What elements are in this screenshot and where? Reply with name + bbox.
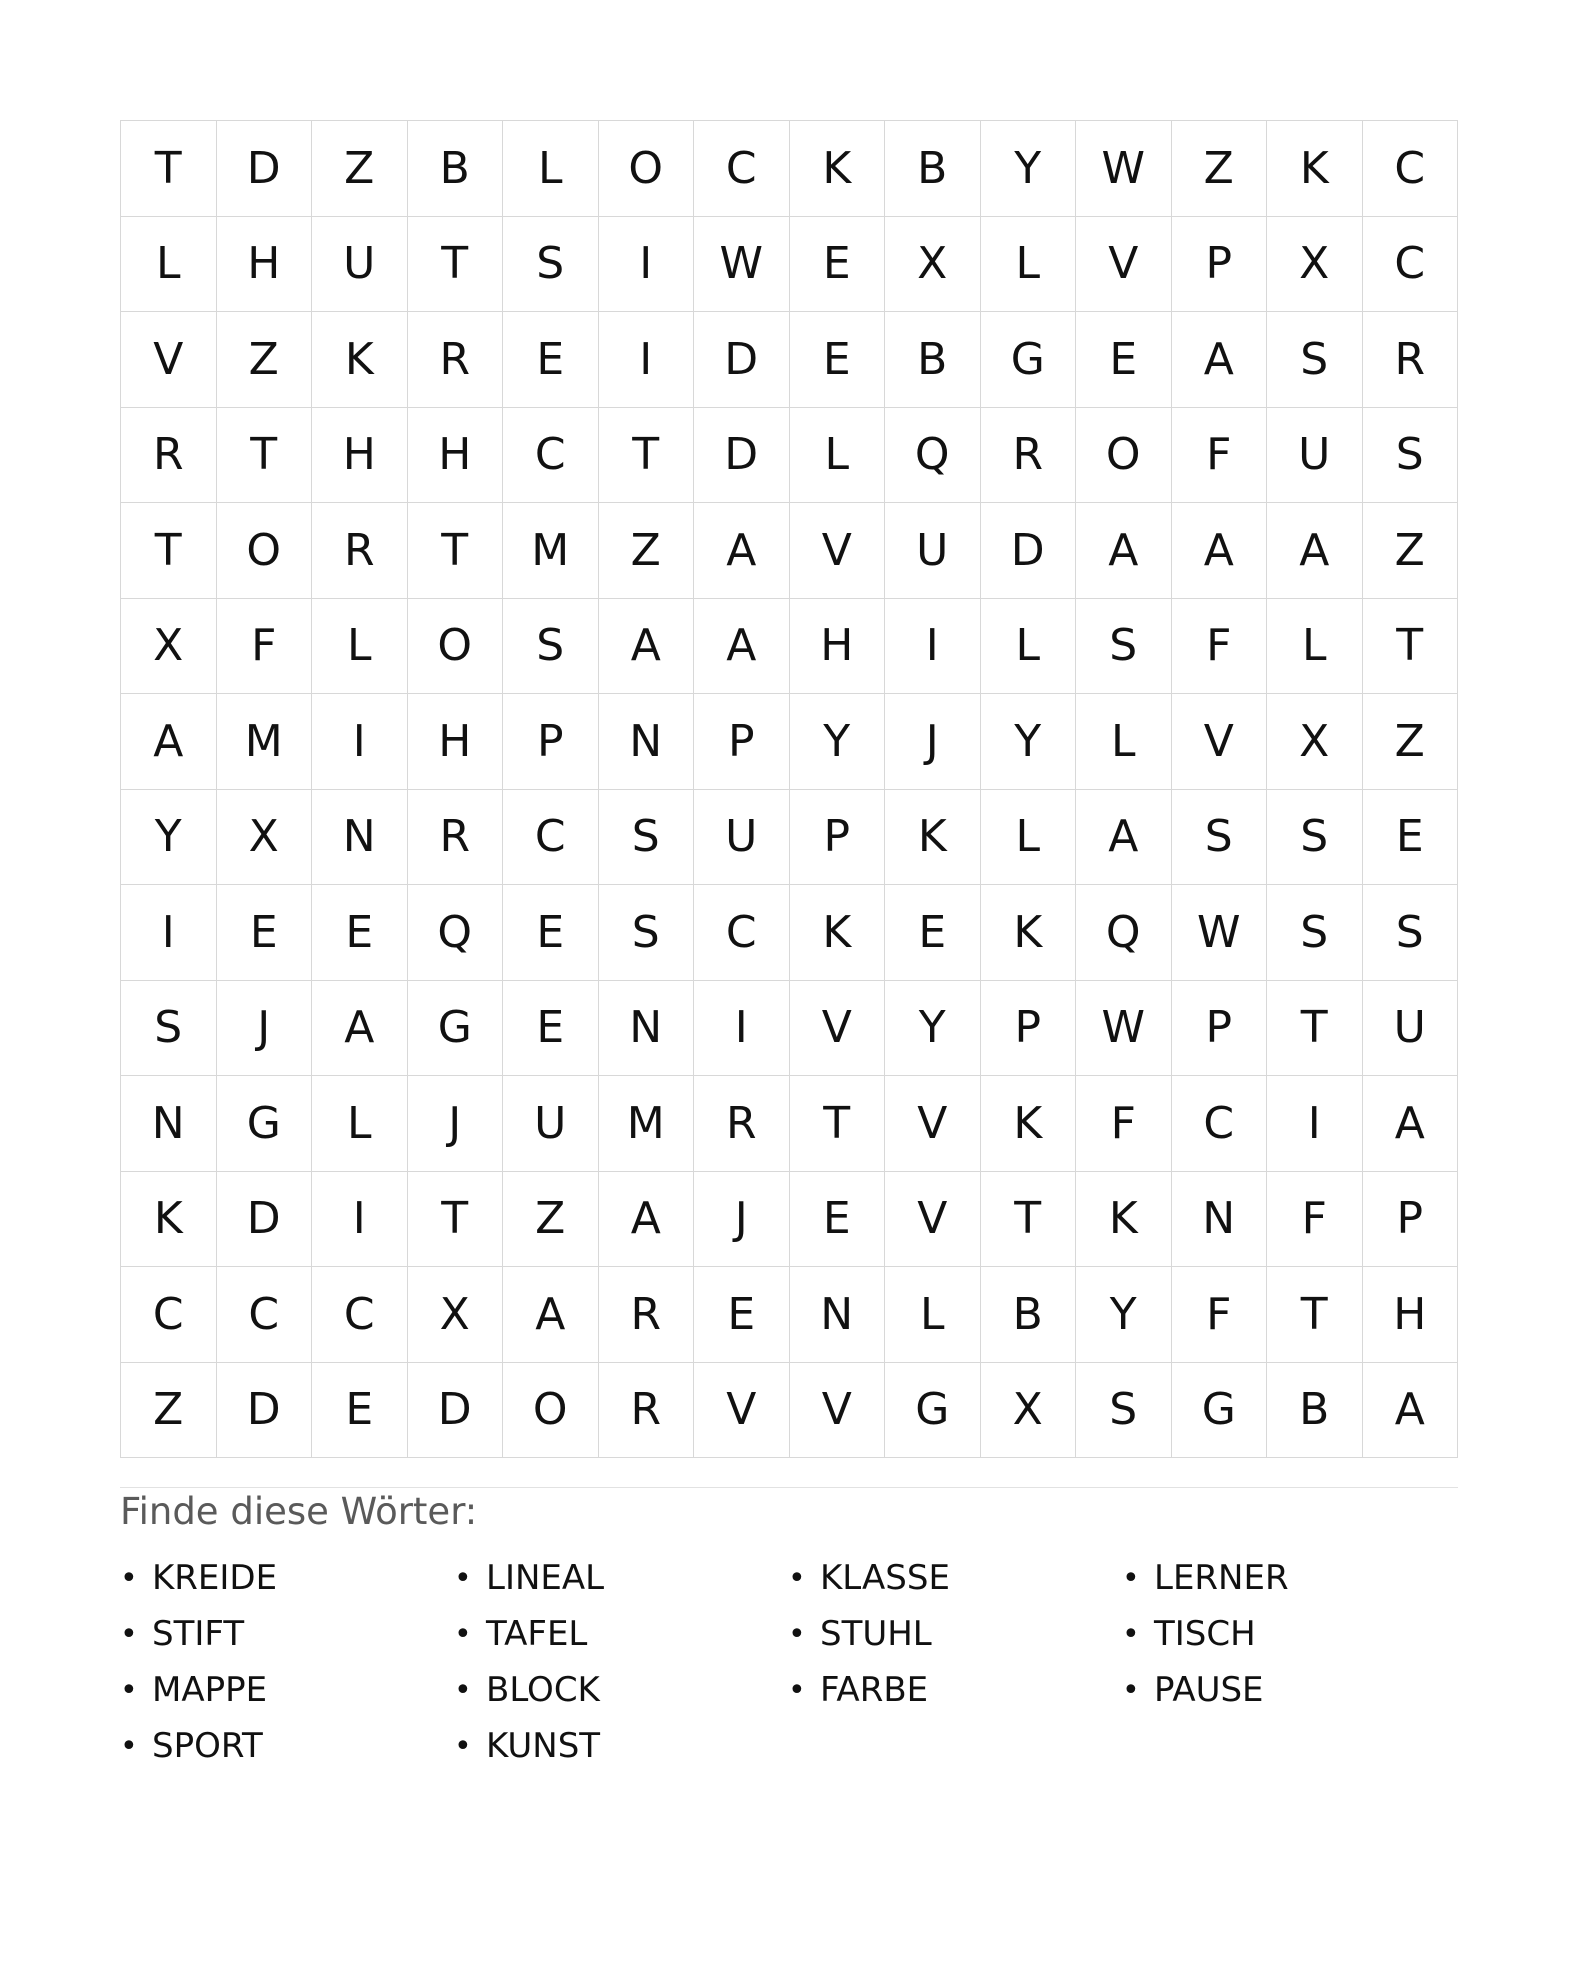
grid-cell[interactable]: A bbox=[121, 694, 217, 790]
bullet-icon: • bbox=[120, 1672, 138, 1708]
grid-cell[interactable]: Z bbox=[121, 1363, 217, 1459]
grid-cell[interactable]: W bbox=[1172, 885, 1268, 981]
word-list-title: Finde diese Wörter: bbox=[120, 1490, 478, 1533]
grid-cell[interactable]: K bbox=[790, 121, 886, 217]
grid-cell[interactable]: N bbox=[1172, 1172, 1268, 1268]
grid-cell[interactable]: S bbox=[1267, 312, 1363, 408]
bullet-icon: • bbox=[1122, 1672, 1140, 1708]
grid-cell[interactable]: L bbox=[981, 790, 1077, 886]
word-label: FARBE bbox=[820, 1670, 929, 1710]
word-list-item bbox=[1122, 1550, 1456, 1606]
grid-cell[interactable]: X bbox=[217, 790, 313, 886]
grid-cell[interactable]: Y bbox=[981, 694, 1077, 790]
grid-cell[interactable]: E bbox=[217, 885, 313, 981]
grid-cell[interactable]: Z bbox=[1172, 121, 1268, 217]
grid-cell[interactable]: C bbox=[694, 121, 790, 217]
grid-cell[interactable]: L bbox=[981, 599, 1077, 695]
grid-cell[interactable]: S bbox=[1267, 885, 1363, 981]
grid-cell[interactable]: Z bbox=[217, 312, 313, 408]
grid-cell[interactable]: F bbox=[1267, 1172, 1363, 1268]
grid-cell[interactable]: R bbox=[1363, 312, 1459, 408]
bullet-icon: • bbox=[788, 1672, 806, 1708]
grid-cell[interactable]: M bbox=[503, 503, 599, 599]
grid-cell[interactable]: V bbox=[885, 1076, 981, 1172]
grid-cell[interactable]: G bbox=[885, 1363, 981, 1459]
grid-cell[interactable]: L bbox=[981, 217, 1077, 313]
grid-cell[interactable]: Y bbox=[1076, 1267, 1172, 1363]
grid-cell[interactable]: A bbox=[1267, 503, 1363, 599]
grid-cell[interactable]: G bbox=[408, 981, 504, 1077]
grid-cell[interactable]: V bbox=[1076, 217, 1172, 313]
bullet-icon: • bbox=[788, 1616, 806, 1652]
grid-cell[interactable]: I bbox=[694, 981, 790, 1077]
grid-cell[interactable]: I bbox=[312, 694, 408, 790]
word-list-item bbox=[454, 1718, 788, 1774]
grid-cell[interactable]: P bbox=[503, 694, 599, 790]
grid-cell[interactable]: Y bbox=[981, 121, 1077, 217]
grid-cell[interactable]: M bbox=[599, 1076, 695, 1172]
grid-cell[interactable]: F bbox=[217, 599, 313, 695]
word-list-item bbox=[120, 1550, 454, 1606]
grid-cell[interactable]: D bbox=[217, 1363, 313, 1459]
grid-cell[interactable]: E bbox=[503, 885, 599, 981]
grid-cell[interactable]: G bbox=[981, 312, 1077, 408]
grid-cell[interactable]: N bbox=[599, 694, 695, 790]
grid-cell[interactable]: A bbox=[1172, 503, 1268, 599]
grid-cell[interactable]: K bbox=[981, 1076, 1077, 1172]
grid-cell[interactable]: F bbox=[1172, 599, 1268, 695]
grid-cell[interactable]: E bbox=[694, 1267, 790, 1363]
grid-cell[interactable]: F bbox=[1076, 1076, 1172, 1172]
grid-cell[interactable]: A bbox=[599, 599, 695, 695]
grid-cell[interactable]: K bbox=[790, 885, 886, 981]
grid-cell[interactable]: Q bbox=[1076, 885, 1172, 981]
grid-cell[interactable]: Z bbox=[312, 121, 408, 217]
bullet-icon: • bbox=[1122, 1616, 1140, 1652]
grid-cell[interactable]: T bbox=[981, 1172, 1077, 1268]
word-list-item bbox=[788, 1606, 1122, 1662]
word-list-item bbox=[120, 1606, 454, 1662]
grid-cell[interactable]: D bbox=[694, 312, 790, 408]
grid-cell[interactable]: S bbox=[599, 790, 695, 886]
grid-cell[interactable]: I bbox=[312, 1172, 408, 1268]
grid-cell[interactable]: I bbox=[885, 599, 981, 695]
grid-cell[interactable]: S bbox=[1076, 599, 1172, 695]
word-label: PAUSE bbox=[1154, 1670, 1264, 1710]
grid-cell[interactable]: X bbox=[121, 599, 217, 695]
grid-cell[interactable]: N bbox=[312, 790, 408, 886]
bullet-icon: • bbox=[454, 1560, 472, 1596]
grid-cell[interactable]: U bbox=[1267, 408, 1363, 504]
grid-cell[interactable]: D bbox=[217, 1172, 313, 1268]
grid-cell[interactable]: X bbox=[1267, 217, 1363, 313]
grid-cell[interactable]: J bbox=[408, 1076, 504, 1172]
grid-cell[interactable]: X bbox=[1267, 694, 1363, 790]
grid-cell[interactable]: D bbox=[408, 1363, 504, 1459]
grid-cell[interactable]: N bbox=[599, 981, 695, 1077]
grid-cell[interactable]: H bbox=[217, 217, 313, 313]
grid-cell[interactable]: S bbox=[1363, 885, 1459, 981]
word-list-item bbox=[454, 1606, 788, 1662]
grid-cell[interactable]: A bbox=[1076, 790, 1172, 886]
word-label: STIFT bbox=[152, 1614, 245, 1654]
grid-cell[interactable]: H bbox=[790, 599, 886, 695]
bullet-icon: • bbox=[454, 1672, 472, 1708]
grid-cell[interactable]: E bbox=[885, 885, 981, 981]
grid-cell[interactable]: E bbox=[503, 312, 599, 408]
grid-cell[interactable]: C bbox=[217, 1267, 313, 1363]
grid-cell[interactable]: K bbox=[981, 885, 1077, 981]
bullet-icon: • bbox=[120, 1728, 138, 1764]
grid-cell[interactable]: L bbox=[885, 1267, 981, 1363]
grid-cell[interactable]: P bbox=[790, 790, 886, 886]
word-label: KLASSE bbox=[820, 1558, 950, 1598]
grid-cell[interactable]: V bbox=[1172, 694, 1268, 790]
word-label: LERNER bbox=[1154, 1558, 1289, 1598]
grid-cell[interactable]: A bbox=[694, 503, 790, 599]
grid-cell[interactable]: R bbox=[694, 1076, 790, 1172]
grid-cell[interactable]: L bbox=[121, 217, 217, 313]
grid-cell[interactable]: J bbox=[694, 1172, 790, 1268]
grid-cell[interactable]: U bbox=[694, 790, 790, 886]
grid-cell[interactable]: H bbox=[312, 408, 408, 504]
grid-cell[interactable]: X bbox=[408, 1267, 504, 1363]
grid-cell[interactable]: A bbox=[1172, 312, 1268, 408]
grid-cell[interactable]: E bbox=[790, 1172, 886, 1268]
bullet-icon: • bbox=[1122, 1560, 1140, 1596]
grid-cell[interactable]: Q bbox=[885, 408, 981, 504]
grid-cell[interactable]: V bbox=[790, 1363, 886, 1459]
grid-cell[interactable]: I bbox=[121, 885, 217, 981]
word-label: STUHL bbox=[820, 1614, 932, 1654]
grid-cell[interactable]: R bbox=[981, 408, 1077, 504]
grid-cell[interactable]: E bbox=[1076, 312, 1172, 408]
grid-cell[interactable]: K bbox=[1267, 121, 1363, 217]
grid-cell[interactable]: S bbox=[1363, 408, 1459, 504]
word-label: SPORT bbox=[152, 1726, 263, 1766]
grid-cell[interactable]: R bbox=[121, 408, 217, 504]
grid-cell[interactable]: S bbox=[1172, 790, 1268, 886]
grid-cell[interactable]: U bbox=[885, 503, 981, 599]
grid-cell[interactable]: L bbox=[1267, 599, 1363, 695]
grid-cell[interactable]: Z bbox=[599, 503, 695, 599]
grid-cell[interactable]: G bbox=[217, 1076, 313, 1172]
bullet-icon: • bbox=[120, 1560, 138, 1596]
grid-cell[interactable]: E bbox=[312, 885, 408, 981]
grid-cell[interactable]: V bbox=[790, 503, 886, 599]
grid-cell[interactable]: O bbox=[408, 599, 504, 695]
grid-cell[interactable]: K bbox=[121, 1172, 217, 1268]
grid-cell[interactable]: S bbox=[121, 981, 217, 1077]
grid-cell[interactable]: Z bbox=[503, 1172, 599, 1268]
grid-cell[interactable]: B bbox=[408, 121, 504, 217]
grid-cell[interactable]: C bbox=[503, 408, 599, 504]
grid-cell[interactable]: L bbox=[312, 599, 408, 695]
grid-cell[interactable]: R bbox=[599, 1267, 695, 1363]
word-label: MAPPE bbox=[152, 1670, 268, 1710]
grid-cell[interactable]: C bbox=[1172, 1076, 1268, 1172]
grid-cell[interactable]: Y bbox=[121, 790, 217, 886]
grid-cell[interactable]: W bbox=[1076, 981, 1172, 1077]
grid-cell[interactable]: B bbox=[885, 312, 981, 408]
grid-cell[interactable]: O bbox=[599, 121, 695, 217]
grid-cell[interactable]: T bbox=[1363, 599, 1459, 695]
grid-cell[interactable]: T bbox=[217, 408, 313, 504]
grid-cell[interactable]: V bbox=[790, 981, 886, 1077]
grid-cell[interactable]: D bbox=[217, 121, 313, 217]
grid-cell[interactable]: C bbox=[503, 790, 599, 886]
grid-cell[interactable]: C bbox=[1363, 121, 1459, 217]
grid-cell[interactable]: U bbox=[503, 1076, 599, 1172]
grid-cell[interactable]: T bbox=[599, 408, 695, 504]
grid-cell[interactable]: B bbox=[981, 1267, 1077, 1363]
grid-cell[interactable]: M bbox=[217, 694, 313, 790]
word-list-item bbox=[454, 1662, 788, 1718]
word-search-puzzle bbox=[120, 120, 1456, 1458]
grid-cell[interactable]: A bbox=[1363, 1076, 1459, 1172]
grid-cell[interactable]: I bbox=[1267, 1076, 1363, 1172]
grid-cell[interactable]: A bbox=[1076, 503, 1172, 599]
grid-cell[interactable]: P bbox=[1172, 981, 1268, 1077]
bullet-icon: • bbox=[454, 1616, 472, 1652]
grid-cell[interactable]: K bbox=[1076, 1172, 1172, 1268]
grid-cell[interactable]: T bbox=[790, 1076, 886, 1172]
word-list-item bbox=[1122, 1606, 1456, 1662]
grid-cell[interactable]: H bbox=[408, 694, 504, 790]
bullet-icon: • bbox=[788, 1560, 806, 1596]
grid-cell[interactable]: F bbox=[1172, 408, 1268, 504]
bullet-icon: • bbox=[454, 1728, 472, 1764]
grid-cell[interactable]: N bbox=[121, 1076, 217, 1172]
grid-cell[interactable]: W bbox=[1076, 121, 1172, 217]
grid-cell[interactable]: L bbox=[790, 408, 886, 504]
grid-cell[interactable]: W bbox=[694, 217, 790, 313]
grid-cell[interactable]: E bbox=[503, 981, 599, 1077]
grid-cell[interactable]: V bbox=[121, 312, 217, 408]
grid-cell[interactable]: O bbox=[1076, 408, 1172, 504]
grid-cell[interactable]: T bbox=[408, 1172, 504, 1268]
grid-cell[interactable]: G bbox=[1172, 1363, 1268, 1459]
grid-cell[interactable]: L bbox=[1076, 694, 1172, 790]
grid-cell[interactable]: Q bbox=[408, 885, 504, 981]
grid-cell[interactable]: O bbox=[503, 1363, 599, 1459]
grid-cell[interactable]: P bbox=[981, 981, 1077, 1077]
grid-cell[interactable]: V bbox=[885, 1172, 981, 1268]
grid-cell[interactable]: T bbox=[121, 121, 217, 217]
word-label: KUNST bbox=[486, 1726, 601, 1766]
grid-cell[interactable]: J bbox=[885, 694, 981, 790]
word-label: LINEAL bbox=[486, 1558, 605, 1598]
grid-cell[interactable]: J bbox=[217, 981, 313, 1077]
grid-cell[interactable]: T bbox=[121, 503, 217, 599]
grid-cell[interactable]: V bbox=[694, 1363, 790, 1459]
word-list-item bbox=[788, 1550, 1122, 1606]
grid-cell[interactable]: C bbox=[1363, 217, 1459, 313]
word-list-item bbox=[454, 1550, 788, 1606]
word-list-item bbox=[788, 1662, 1122, 1718]
grid-cell[interactable]: U bbox=[1363, 981, 1459, 1077]
word-label: BLOCK bbox=[486, 1670, 600, 1710]
grid-cell[interactable]: F bbox=[1172, 1267, 1268, 1363]
grid-cell[interactable]: X bbox=[981, 1363, 1077, 1459]
grid-cell[interactable]: P bbox=[1172, 217, 1268, 313]
grid-cell[interactable]: A bbox=[1363, 1363, 1459, 1459]
grid-cell[interactable]: S bbox=[503, 599, 599, 695]
word-list-item bbox=[120, 1662, 454, 1718]
grid-cell[interactable]: T bbox=[1267, 1267, 1363, 1363]
word-label: TISCH bbox=[1154, 1614, 1256, 1654]
grid-cell[interactable]: S bbox=[1267, 790, 1363, 886]
grid-cell[interactable]: S bbox=[503, 217, 599, 313]
grid-cell[interactable]: X bbox=[885, 217, 981, 313]
grid-cell[interactable]: A bbox=[599, 1172, 695, 1268]
grid-cell[interactable]: A bbox=[503, 1267, 599, 1363]
grid-cell[interactable]: Z bbox=[1363, 503, 1459, 599]
word-list-item bbox=[1122, 1662, 1456, 1718]
grid-cell[interactable]: A bbox=[312, 981, 408, 1077]
word-label: KREIDE bbox=[152, 1558, 278, 1598]
grid-cell[interactable]: C bbox=[121, 1267, 217, 1363]
grid-cell[interactable]: L bbox=[312, 1076, 408, 1172]
grid-cell[interactable]: C bbox=[694, 885, 790, 981]
grid-cell[interactable]: T bbox=[408, 217, 504, 313]
grid-cell[interactable]: S bbox=[1076, 1363, 1172, 1459]
grid-cell[interactable]: R bbox=[599, 1363, 695, 1459]
grid-cell[interactable]: R bbox=[408, 312, 504, 408]
grid-cell[interactable]: O bbox=[217, 503, 313, 599]
grid-cell[interactable]: S bbox=[599, 885, 695, 981]
grid-cell[interactable]: B bbox=[1267, 1363, 1363, 1459]
bullet-icon: • bbox=[120, 1616, 138, 1652]
grid-cell[interactable]: K bbox=[885, 790, 981, 886]
grid-cell[interactable]: H bbox=[1363, 1267, 1459, 1363]
grid-cell[interactable]: B bbox=[885, 121, 981, 217]
grid-cell[interactable]: P bbox=[1363, 1172, 1459, 1268]
grid-cell[interactable]: D bbox=[981, 503, 1077, 599]
grid-cell[interactable]: Y bbox=[885, 981, 981, 1077]
grid-cell[interactable]: L bbox=[503, 121, 599, 217]
grid-cell[interactable]: Z bbox=[1363, 694, 1459, 790]
word-list-item bbox=[120, 1718, 454, 1774]
word-label: TAFEL bbox=[486, 1614, 588, 1654]
grid-cell[interactable]: U bbox=[312, 217, 408, 313]
grid-cell[interactable]: A bbox=[694, 599, 790, 695]
grid-cell[interactable]: R bbox=[312, 503, 408, 599]
grid-cell[interactable]: I bbox=[599, 217, 695, 313]
grid-cell[interactable]: T bbox=[408, 503, 504, 599]
letter-grid bbox=[120, 120, 1458, 1458]
word-list bbox=[120, 1550, 1460, 1774]
grid-cell[interactable]: P bbox=[694, 694, 790, 790]
grid-cell[interactable]: C bbox=[312, 1267, 408, 1363]
grid-cell[interactable]: I bbox=[599, 312, 695, 408]
grid-cell[interactable]: N bbox=[790, 1267, 886, 1363]
grid-cell[interactable]: H bbox=[408, 408, 504, 504]
grid-cell[interactable]: E bbox=[790, 312, 886, 408]
grid-cell[interactable]: E bbox=[1363, 790, 1459, 886]
grid-cell[interactable]: E bbox=[312, 1363, 408, 1459]
grid-cell[interactable]: T bbox=[1267, 981, 1363, 1077]
grid-cell[interactable]: D bbox=[694, 408, 790, 504]
grid-cell[interactable]: E bbox=[790, 217, 886, 313]
grid-cell[interactable]: R bbox=[408, 790, 504, 886]
grid-cell[interactable]: K bbox=[312, 312, 408, 408]
grid-cell[interactable]: Y bbox=[790, 694, 886, 790]
